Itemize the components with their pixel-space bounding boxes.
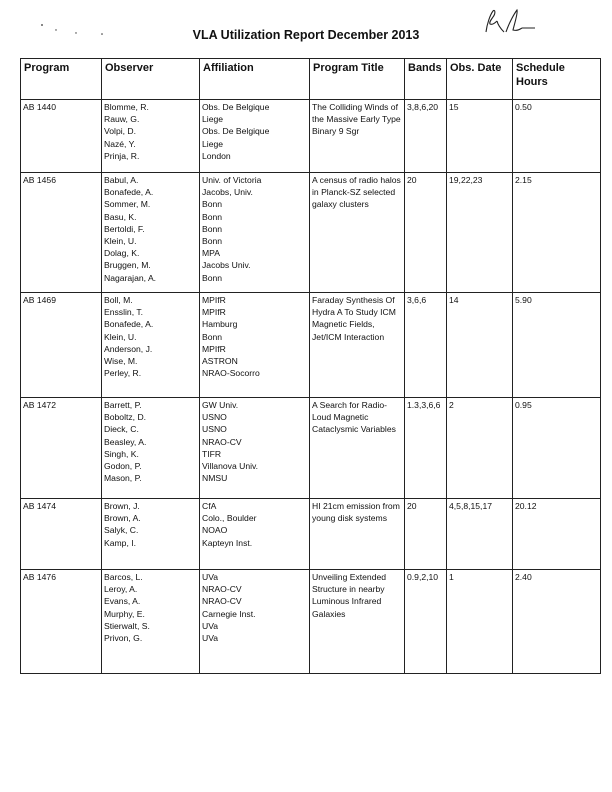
program-code: AB 1440 [23,102,56,112]
bands-value: 3,8,6,20 [407,102,439,112]
affiliation-name: Bonn [202,223,223,234]
program-cell [21,398,102,499]
schedule-hours-value: 0.95 [515,400,532,410]
observer-name: Bertoldi, F. [104,223,145,234]
affiliation-cell [200,398,310,499]
observer-cell [102,173,200,293]
program-title-cell [310,499,405,570]
schedule-hours-cell [513,570,601,674]
observer-name: Sommer, M. [104,199,151,210]
observer-name: Nazé, Y. [104,138,136,149]
affiliation-name: Jacobs, Univ. [202,187,253,198]
obs-date-cell [447,293,513,398]
program-title: The Colliding Winds of the Massive Early Type Binary 9 Sgr [312,102,401,137]
bands-value: 20 [407,501,417,511]
affiliation-name: MPIfR [202,343,226,354]
affiliation-name: NRAO-Socorro [202,368,260,379]
program-title-cell [310,293,405,398]
obs-date-cell [447,100,513,173]
table-row [21,398,601,499]
obs-date-cell [447,499,513,570]
observer-cell [102,398,200,499]
observer-name: Dolag, K. [104,248,140,259]
obs-date-value: 4,5,8,15,17 [449,501,493,511]
affiliation-name: Obs. De Belgique [202,102,270,112]
report-title: VLA Utilization Report December 2013 [192,28,420,42]
obs-date-cell [447,570,513,674]
bands-value: 1.3,3,6,6 [407,400,441,410]
program-title: A Search for Radio-Loud Magnetic Cataclysmic Variables [312,400,396,435]
schedule-hours-value: 5.90 [515,295,532,305]
affiliation-cell [200,100,310,173]
affiliation-name: Villanova Univ. [202,461,259,472]
observer-cell [102,570,200,674]
program-cell [21,173,102,293]
observer-name: Basu, K. [104,211,137,222]
bands-cell [405,499,447,570]
program-title-cell [310,173,405,293]
observer-name: Beasley, A. [104,436,147,447]
affiliation-name: Univ. of Victoria [202,175,262,185]
header-bands: Bands [405,59,447,100]
observer-name: Klein, U. [104,331,137,342]
observer-name: Wise, M. [104,356,138,367]
observer-name: Privon, G. [104,633,143,644]
observer-cell [102,100,200,173]
schedule-hours-value: 2.15 [515,175,532,185]
affiliation-name: Colo., Boulder [202,513,257,524]
schedule-hours-value: 2.40 [515,572,532,582]
affiliation-name: NRAO-CV [202,584,242,595]
obs-date-cell [447,398,513,499]
observer-name: Brown, A. [104,513,141,524]
observer-name: Murphy, E. [104,608,145,619]
affiliation-name: NRAO-CV [202,596,242,607]
observer-name: Brown, J. [104,501,140,511]
program-code: AB 1472 [23,400,56,410]
observer-name: Bonafede, A. [104,319,154,330]
observer-cell [102,499,200,570]
obs-date-value: 2 [449,400,454,410]
table-header-row [21,59,601,100]
table-row [21,100,601,173]
affiliation-name: NRAO-CV [202,436,242,447]
observer-name: Klein, U. [104,236,137,247]
affiliation-name: NOAO [202,525,228,536]
header-program: Program [21,59,102,100]
observer-name: Boboltz, D. [104,412,147,423]
obs-date-value: 19,22,23 [449,175,483,185]
schedule-hours-cell [513,398,601,499]
affiliation-name: MPIfR [202,295,226,305]
program-title-cell [310,100,405,173]
schedule-hours-value: 20.12 [515,501,537,511]
observer-name: Dieck, C. [104,424,139,435]
observer-name: Boll, M. [104,295,133,305]
table-body [21,100,601,674]
affiliation-cell [200,173,310,293]
affiliation-name: Carnegie Inst. [202,608,256,619]
obs-date-cell [447,173,513,293]
observer-name: Mason, P. [104,473,142,484]
program-code: AB 1476 [23,572,56,582]
affiliation-name: MPA [202,248,220,259]
observer-name: Volpi, D. [104,126,137,137]
obs-date-value: 14 [449,295,459,305]
observer-name: Prinja, R. [104,150,140,161]
program-cell [21,100,102,173]
schedule-hours-cell [513,173,601,293]
affiliation-name: Bonn [202,272,223,283]
schedule-hours-cell [513,499,601,570]
bands-cell [405,100,447,173]
affiliation-name: Liege [202,138,224,149]
utilization-table [20,58,601,674]
observer-name: Evans, A. [104,596,141,607]
affiliation-name: Obs. De Belgique [202,126,270,137]
observer-name: Bruggen, M. [104,260,151,271]
affiliation-name: Liege [202,114,224,125]
bands-cell [405,173,447,293]
header-schedule-hours: Schedule Hours [513,59,601,100]
observer-name: Nagarajan, A. [104,272,157,283]
affiliation-name: NMSU [202,473,228,484]
observer-name: Rauw, G. [104,114,140,125]
bands-cell [405,570,447,674]
table-row [21,570,601,674]
bands-value: 3,6,6 [407,295,427,305]
bands-cell [405,293,447,398]
observer-name: Babul, A. [104,175,139,185]
obs-date-value: 1 [449,572,454,582]
affiliation-name: ASTRON [202,356,238,367]
schedule-hours-cell [513,293,601,398]
program-cell [21,499,102,570]
program-code: AB 1474 [23,501,56,511]
header-program-title: Program Title [310,59,405,100]
bands-value: 0.9,2,10 [407,572,439,582]
affiliation-name: TIFR [202,448,222,459]
program-cell [21,570,102,674]
observer-name: Kamp, I. [104,537,136,548]
affiliation-name: Bonn [202,331,223,342]
affiliation-name: CfA [202,501,217,511]
table-row [21,173,601,293]
program-title: A census of radio halos in Planck-SZ selected galaxy clusters [312,175,401,210]
affiliation-cell [200,570,310,674]
program-code: AB 1456 [23,175,56,185]
affiliation-name: Hamburg [202,319,238,330]
header-affiliation: Affiliation [200,59,310,100]
program-title: HI 21cm emission from young disk systems [312,501,400,524]
observer-name: Perley, R. [104,368,142,379]
affiliation-name: GW Univ. [202,400,239,410]
affiliation-name: MPIfR [202,307,226,318]
program-title: Unveiling Extended Structure in nearby Luminous Infrared Galaxies [312,572,387,619]
affiliation-name: UVa [202,572,219,582]
observer-name: Singh, K. [104,448,139,459]
header-obs-date: Obs. Date [447,59,513,100]
obs-date-value: 15 [449,102,459,112]
schedule-hours-cell [513,100,601,173]
observer-name: Salyk, C. [104,525,139,536]
affiliation-name: Bonn [202,211,223,222]
affiliation-name: USNO [202,412,227,423]
observer-cell [102,293,200,398]
affiliation-name: USNO [202,424,227,435]
program-title-cell [310,570,405,674]
schedule-hours-value: 0.50 [515,102,532,112]
program-title-cell [310,398,405,499]
observer-name: Bonafede, A. [104,187,154,198]
affiliation-name: London [202,150,231,161]
affiliation-cell [200,499,310,570]
affiliation-name: Kapteyn Inst. [202,537,253,548]
observer-name: Barcos, L. [104,572,143,582]
affiliation-name: Jacobs Univ. [202,260,251,271]
bands-value: 20 [407,175,417,185]
program-title: Faraday Synthesis Of Hydra A To Study ICM Magnetic Fields, Jet/ICM Interaction [312,295,396,342]
affiliation-cell [200,293,310,398]
observer-name: Leroy, A. [104,584,138,595]
observer-name: Anderson, J. [104,343,153,354]
table-row [21,293,601,398]
observer-name: Ensslin, T. [104,307,144,318]
affiliation-name: UVa [202,620,219,631]
program-cell [21,293,102,398]
bands-cell [405,398,447,499]
observer-name: Blomme, R. [104,102,149,112]
observer-name: Godon, P. [104,461,142,472]
observer-name: Barrett, P. [104,400,142,410]
affiliation-name: UVa [202,633,219,644]
affiliation-name: Bonn [202,199,223,210]
program-code: AB 1469 [23,295,56,305]
observer-name: Stierwalt, S. [104,620,150,631]
header-observer: Observer [102,59,200,100]
table-row [21,499,601,570]
affiliation-name: Bonn [202,236,223,247]
